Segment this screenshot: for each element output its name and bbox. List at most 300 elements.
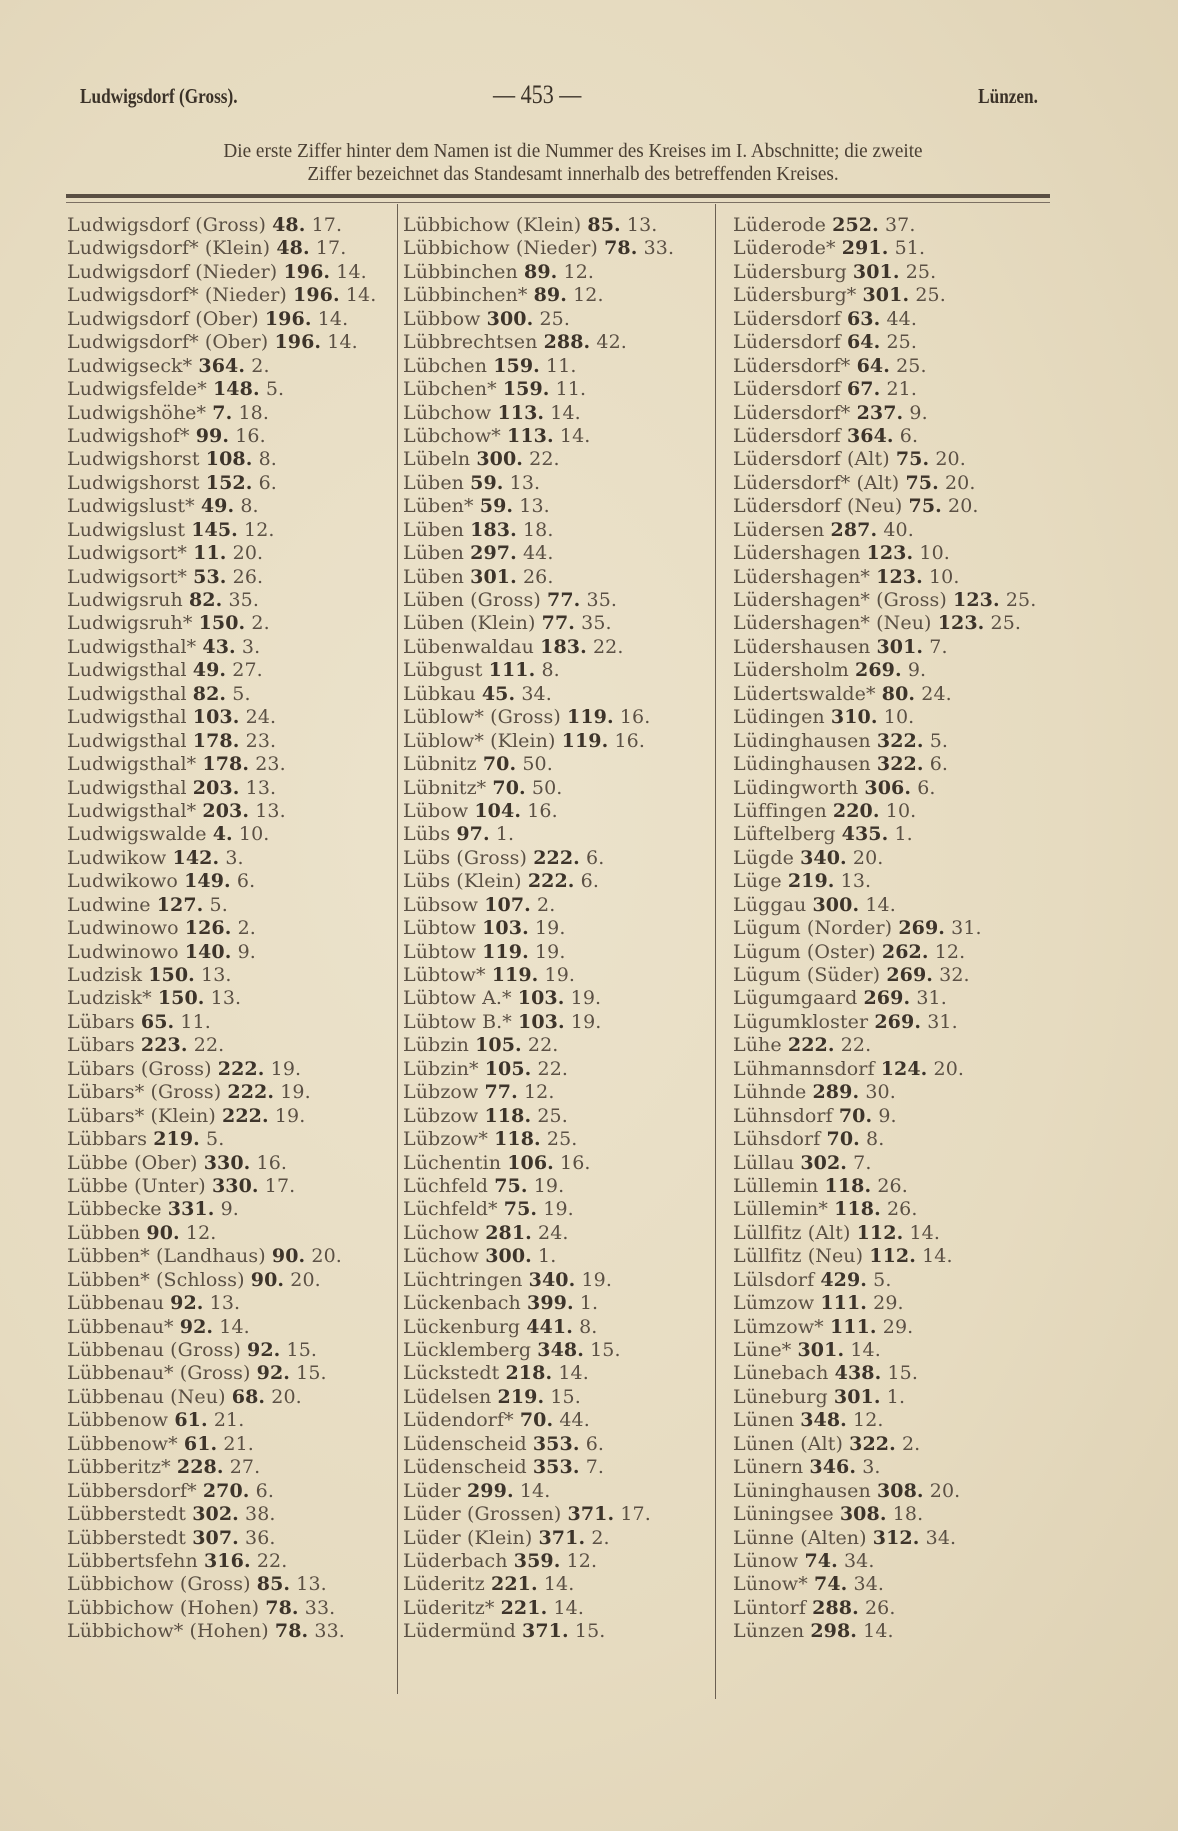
kreis-number: 222. — [222, 1104, 269, 1127]
standesamt-number: 36. — [245, 1526, 276, 1549]
standesamt-number: 10. — [885, 799, 917, 822]
place-name: Lübzin* — [403, 1057, 479, 1080]
kreis-number: 148. — [212, 378, 260, 401]
index-entry — [733, 472, 1063, 495]
standesamt-number: 2. — [237, 917, 256, 940]
place-name: Lüdersdorf — [733, 378, 841, 401]
standesamt-number: 17. — [264, 1174, 296, 1197]
index-entry — [67, 308, 387, 331]
place-name: Lübbe (Ober) — [67, 1151, 198, 1174]
kreis-number: 307. — [192, 1526, 239, 1549]
place-name: Lübgust — [403, 659, 483, 682]
place-name: Lügum (Oster) — [733, 940, 876, 963]
index-entry — [733, 1339, 1063, 1362]
index-entry — [403, 1339, 713, 1362]
index-entry — [733, 870, 1063, 893]
standesamt-number: 20. — [933, 1057, 965, 1080]
standesamt-number: 15. — [550, 1385, 581, 1408]
index-entry — [733, 1550, 1063, 1573]
index-entry — [403, 777, 713, 800]
kreis-number: 346. — [809, 1456, 857, 1479]
kreis-number: 269. — [855, 659, 902, 682]
index-entry — [403, 1409, 713, 1432]
place-name: Lühnsdorf — [733, 1104, 833, 1127]
kreis-number: 220. — [832, 799, 880, 822]
index-entry — [403, 1597, 713, 1620]
index-entry — [733, 612, 1063, 635]
kreis-number: 11. — [193, 542, 227, 565]
place-name: Lübchen* — [403, 378, 497, 401]
kreis-number: 228. — [176, 1456, 224, 1479]
standesamt-number: 24. — [921, 682, 952, 705]
kreis-number: 287. — [830, 518, 878, 541]
kreis-number: 123. — [953, 589, 1000, 611]
index-entry — [733, 1292, 1063, 1315]
place-name: Lünne (Alten) — [733, 1526, 867, 1549]
index-entry — [733, 542, 1063, 565]
index-entry — [67, 378, 387, 401]
standesamt-number: 16. — [560, 1151, 591, 1174]
place-name: Lübbenau* (Gross) — [67, 1362, 251, 1385]
standesamt-number: 23. — [255, 753, 286, 776]
kreis-number: 89. — [524, 260, 558, 283]
place-name: Lüftelberg — [733, 823, 836, 846]
kreis-number: 70. — [519, 1409, 554, 1432]
index-entry — [403, 870, 713, 893]
standesamt-number: 20. — [290, 1268, 321, 1291]
place-name: Ludwigshorst — [67, 448, 200, 471]
kreis-number: 4. — [212, 823, 233, 846]
place-name: Ludwigsthal* — [67, 799, 197, 822]
index-entry — [67, 612, 387, 635]
place-name: Lühmannsdorf — [733, 1057, 875, 1080]
kreis-number: 301. — [852, 260, 900, 283]
kreis-number: 82. — [188, 589, 223, 611]
index-entry — [403, 987, 713, 1010]
standesamt-number: 19. — [533, 1174, 565, 1197]
place-name: Lübbenow — [67, 1409, 169, 1432]
place-name: Lübnitz — [403, 753, 477, 776]
standesamt-number: 27. — [229, 1456, 261, 1479]
kreis-number: 118. — [484, 1104, 532, 1127]
index-entry — [67, 1292, 387, 1315]
index-entry — [67, 448, 387, 471]
place-name: Ludwigslust — [67, 518, 186, 541]
kreis-number: 113. — [497, 401, 545, 424]
kreis-number: 219. — [787, 870, 835, 893]
standesamt-number: 19. — [274, 1104, 306, 1127]
standesamt-number: 5. — [232, 682, 251, 705]
kreis-number: 300. — [486, 307, 534, 330]
place-name: Lümzow* — [733, 1315, 824, 1338]
standesamt-number: 50. — [531, 776, 563, 799]
standesamt-number: 12. — [853, 1409, 884, 1432]
kreis-number: 77. — [547, 589, 581, 611]
place-name: Ludwigshorst — [67, 471, 200, 494]
place-name: Lübs (Klein) — [403, 870, 522, 893]
index-entry — [67, 659, 387, 682]
standesamt-number: 12. — [566, 1549, 598, 1572]
kreis-number: 222. — [227, 1081, 275, 1104]
index-entry — [403, 1222, 713, 1245]
standesamt-number: 14. — [909, 1221, 940, 1244]
index-entry — [403, 1527, 713, 1550]
kreis-number: 223. — [140, 1034, 188, 1057]
place-name: Lübben — [67, 1221, 141, 1244]
standesamt-number: 15. — [590, 1339, 621, 1361]
standesamt-number: 1. — [538, 1245, 557, 1268]
index-entry — [67, 706, 387, 729]
index-entry — [733, 800, 1063, 823]
kreis-number: 219. — [497, 1385, 545, 1408]
kreis-number: 322. — [876, 753, 924, 776]
index-entry — [67, 941, 387, 964]
place-name: Lückenburg — [403, 1315, 521, 1338]
index-entry — [403, 542, 713, 565]
place-name: Lüdershagen — [733, 542, 861, 565]
index-column-2 — [403, 214, 713, 1644]
place-name: Ludwigsdorf* (Nieder) — [67, 284, 287, 307]
standesamt-number: 6. — [258, 471, 277, 494]
index-entry — [403, 1433, 713, 1456]
standesamt-number: 10. — [919, 542, 950, 565]
standesamt-number: 12. — [573, 284, 604, 307]
standesamt-number: 9. — [909, 401, 928, 424]
kreis-number: 74. — [814, 1573, 848, 1596]
standesamt-number: 34. — [843, 1549, 875, 1572]
standesamt-number: 12. — [244, 518, 275, 541]
standesamt-number: 14. — [345, 284, 377, 307]
kreis-number: 222. — [787, 1034, 835, 1057]
standesamt-number: 14. — [550, 401, 581, 424]
place-name: Lüdersburg* — [733, 284, 857, 307]
kreis-number: 218. — [505, 1362, 553, 1385]
place-name: Lübzow* — [403, 1128, 488, 1151]
kreis-number: 340. — [800, 846, 847, 869]
standesamt-number: 40. — [883, 518, 914, 541]
kreis-number: 196. — [274, 331, 322, 354]
place-name: Lübzin — [403, 1034, 469, 1057]
kreis-number: 104. — [474, 799, 522, 822]
index-entry — [403, 448, 713, 471]
standesamt-number: 15. — [296, 1362, 327, 1385]
index-column-1 — [67, 214, 387, 1644]
place-name: Lüdersdorf* (Alt) — [733, 471, 900, 494]
index-entry — [67, 1573, 387, 1596]
standesamt-number: 33. — [304, 1596, 336, 1619]
standesamt-number: 15. — [286, 1339, 318, 1361]
kreis-number: 269. — [863, 987, 911, 1010]
header-last-entry: Lünzen. — [978, 84, 1038, 108]
place-name: Lügde — [733, 846, 794, 869]
place-name: Lüblow* (Klein) — [403, 729, 556, 752]
standesamt-number: 22. — [537, 1057, 569, 1080]
running-header — [0, 80, 1178, 116]
standesamt-number: 16. — [614, 729, 645, 752]
place-name: Lüdershagen* (Neu) — [733, 612, 932, 635]
index-entry — [67, 894, 387, 917]
kreis-number: 149. — [184, 870, 231, 893]
standesamt-number: 17. — [315, 237, 347, 260]
standesamt-number: 10. — [928, 565, 960, 588]
standesamt-number: 42. — [596, 331, 627, 354]
kreis-number: 301. — [876, 635, 924, 658]
index-entry — [67, 1503, 387, 1526]
standesamt-number: 13. — [296, 1573, 327, 1596]
place-name: Ludzisk — [67, 964, 143, 986]
place-name: Lüchow — [403, 1245, 480, 1268]
index-entry — [733, 683, 1063, 706]
index-entry — [403, 1058, 713, 1081]
index-entry — [403, 495, 713, 518]
index-entry — [67, 1245, 387, 1268]
place-name: Ludwigsthal* — [67, 753, 197, 776]
kreis-number: 312. — [872, 1526, 920, 1549]
kreis-number: 89. — [533, 284, 567, 307]
standesamt-number: 5. — [265, 378, 285, 401]
standesamt-number: 22. — [592, 635, 624, 658]
kreis-number: 142. — [172, 846, 220, 869]
place-name: Lühnde — [733, 1081, 807, 1104]
kreis-number: 107. — [484, 893, 531, 916]
index-entry — [403, 683, 713, 706]
place-name: Lübtow* — [403, 964, 486, 986]
standesamt-number: 13. — [245, 776, 277, 799]
index-entry — [67, 1527, 387, 1550]
index-entry — [67, 730, 387, 753]
standesamt-number: 25. — [915, 284, 946, 307]
place-name: Lüderode — [733, 214, 826, 236]
kreis-number: 300. — [485, 1245, 532, 1268]
standesamt-number: 6. — [929, 753, 949, 776]
place-name: Lübbrechtsen — [403, 331, 538, 354]
index-entry — [733, 1175, 1063, 1198]
index-entry — [403, 941, 713, 964]
kreis-number: 308. — [839, 1503, 887, 1526]
index-entry — [67, 753, 387, 776]
index-entry — [67, 1456, 387, 1479]
place-name: Lüderitz* — [403, 1596, 495, 1619]
index-entry — [733, 1527, 1063, 1550]
standesamt-number: 26. — [522, 565, 554, 588]
index-entry — [403, 402, 713, 425]
place-name: Lüdersdorf* — [733, 354, 851, 377]
index-entry — [67, 355, 387, 378]
standesamt-number: 44. — [559, 1409, 590, 1432]
kreis-number: 113. — [507, 424, 554, 447]
index-entry — [403, 1105, 713, 1128]
kreis-number: 237. — [856, 401, 904, 424]
kreis-number: 111. — [820, 1292, 868, 1315]
index-entry — [67, 1222, 387, 1245]
standesamt-number: 6. — [255, 1479, 274, 1502]
kreis-number: 302. — [192, 1503, 239, 1526]
index-entry — [733, 1597, 1063, 1620]
kreis-number: 178. — [192, 729, 240, 752]
kreis-number: 371. — [538, 1526, 586, 1549]
index-entry — [733, 448, 1063, 471]
place-name: Ludwigsort* — [67, 542, 188, 565]
place-name: Lügum (Norder) — [733, 917, 893, 940]
index-entry — [403, 1386, 713, 1409]
kreis-number: 288. — [543, 331, 591, 354]
place-name: Ludwigsdorf (Ober) — [67, 307, 259, 330]
place-name: Lüningsee — [733, 1503, 834, 1526]
kreis-number: 77. — [541, 612, 575, 635]
place-name: Lüchow — [403, 1221, 480, 1244]
kreis-number: 61. — [183, 1432, 218, 1455]
kreis-number: 70. — [492, 776, 526, 799]
place-name: Lüffingen — [733, 799, 827, 822]
index-entry — [733, 847, 1063, 870]
index-entry — [403, 1245, 713, 1268]
index-entry — [403, 355, 713, 378]
standesamt-number: 35. — [581, 612, 612, 635]
place-name: Ludwigsdorf (Nieder) — [67, 260, 278, 283]
place-name: Lüben — [403, 471, 464, 494]
place-name: Lübbenau (Neu) — [67, 1385, 226, 1408]
kreis-number: 75. — [494, 1174, 528, 1197]
index-entry — [403, 730, 713, 753]
place-name: Lüdermünd — [403, 1620, 516, 1643]
kreis-number: 322. — [849, 1432, 896, 1455]
kreis-number: 348. — [800, 1409, 847, 1432]
place-name: Lünow* — [733, 1573, 808, 1596]
standesamt-number: 14. — [543, 1573, 575, 1596]
standesamt-number: 31. — [927, 1010, 958, 1033]
standesamt-number: 25. — [896, 354, 927, 377]
kreis-number: 364. — [198, 354, 246, 377]
place-name: Lübs (Gross) — [403, 846, 528, 869]
place-name: Lübchow — [403, 401, 492, 424]
kreis-number: 119. — [491, 964, 539, 986]
index-entry — [403, 847, 713, 870]
standesamt-number: 8. — [541, 659, 560, 682]
index-entry — [67, 1620, 387, 1643]
standesamt-number: 9. — [907, 659, 927, 682]
place-name: Lüben — [403, 565, 464, 588]
kreis-number: 123. — [937, 612, 985, 635]
place-name: Lübbenau (Gross) — [67, 1339, 241, 1361]
standesamt-number: 32. — [939, 964, 970, 986]
place-name: Lüben (Gross) — [403, 589, 541, 611]
kreis-number: 59. — [479, 495, 514, 518]
index-entry — [733, 1480, 1063, 1503]
kreis-number: 222. — [217, 1057, 265, 1080]
place-name: Ludwigsdorf* (Klein) — [67, 237, 271, 260]
standesamt-number: 25. — [1005, 589, 1037, 611]
place-name: Lüdersholm — [733, 659, 849, 682]
standesamt-number: 19. — [270, 1057, 302, 1080]
standesamt-number: 2. — [901, 1432, 921, 1455]
index-entry — [67, 284, 387, 307]
standesamt-number: 14. — [336, 260, 367, 283]
place-name: Lüblow* (Gross) — [403, 706, 561, 729]
standesamt-number: 5. — [209, 893, 228, 916]
kreis-number: 45. — [481, 682, 516, 705]
place-name: Ludwigsruh — [67, 589, 183, 611]
index-entry — [67, 1058, 387, 1081]
kreis-number: 435. — [841, 823, 889, 846]
standesamt-number: 18. — [522, 518, 554, 541]
standesamt-number: 7. — [853, 1151, 872, 1174]
kreis-number: 103. — [192, 706, 240, 729]
standesamt-number: 15. — [574, 1620, 606, 1643]
place-name: Lübbichow (Hohen) — [67, 1596, 260, 1619]
place-name: Lübow — [403, 799, 469, 822]
kreis-number: 291. — [841, 237, 889, 260]
standesamt-number: 29. — [882, 1315, 914, 1338]
place-name: Lübzow — [403, 1104, 479, 1127]
place-name: Lünzen — [733, 1620, 805, 1643]
index-entry — [403, 1362, 713, 1385]
kreis-number: 196. — [283, 260, 331, 283]
place-name: Lüllemin* — [733, 1198, 828, 1221]
standesamt-number: 16. — [527, 799, 558, 822]
index-entry — [67, 472, 387, 495]
index-entry — [67, 636, 387, 659]
index-entry — [733, 261, 1063, 284]
place-name: Lüben (Klein) — [403, 612, 536, 635]
place-name: Lübberstedt — [67, 1526, 187, 1549]
place-name: Lüdelsen — [403, 1385, 492, 1408]
place-name: Ludwikow — [67, 846, 167, 869]
place-name: Ludwigsort* — [67, 565, 188, 588]
standesamt-number: 3. — [241, 635, 261, 658]
place-name: Lübberitz* — [67, 1456, 171, 1479]
kreis-number: 297. — [470, 542, 517, 565]
place-name: Lübbichow (Gross) — [67, 1573, 251, 1596]
place-name: Lüdersdorf — [733, 331, 841, 354]
place-name: Lümzow — [733, 1292, 815, 1315]
place-name: Lübsow — [403, 893, 479, 916]
index-entry — [733, 964, 1063, 987]
standesamt-number: 26. — [886, 1198, 918, 1221]
kreis-number: 269. — [898, 917, 945, 940]
index-entry — [733, 495, 1063, 518]
index-entry — [67, 1081, 387, 1104]
place-name: Ludwigswalde — [67, 823, 207, 846]
kreis-number: 301. — [797, 1339, 845, 1361]
kreis-number: 262. — [881, 940, 929, 963]
kreis-number: 330. — [203, 1151, 251, 1174]
place-name: Lübbinchen* — [403, 284, 528, 307]
standesamt-number: 13. — [509, 471, 541, 494]
index-entry — [403, 612, 713, 635]
place-name: Lübars* (Gross) — [67, 1081, 222, 1104]
column-divider-2 — [715, 204, 716, 1699]
standesamt-number: 26. — [877, 1174, 908, 1197]
standesamt-number: 1. — [579, 1292, 599, 1315]
kreis-number: 99. — [195, 424, 230, 447]
place-name: Lünen (Alt) — [733, 1432, 843, 1455]
index-entry — [67, 1269, 387, 1292]
index-entry — [403, 1550, 713, 1573]
standesamt-number: 14. — [327, 331, 358, 354]
standesamt-number: 6. — [585, 1432, 605, 1455]
index-entry — [733, 1503, 1063, 1526]
index-entry — [67, 800, 387, 823]
kreis-number: 70. — [826, 1128, 860, 1151]
place-name: Lüdershagen* — [733, 565, 871, 588]
standesamt-number: 12. — [185, 1221, 217, 1244]
place-name: Ludwikowo — [67, 870, 178, 893]
standesamt-number: 11. — [546, 354, 577, 377]
standesamt-number: 38. — [245, 1503, 276, 1526]
index-entry — [67, 1175, 387, 1198]
standesamt-number: 2. — [251, 354, 270, 377]
standesamt-number: 25. — [546, 1128, 578, 1151]
